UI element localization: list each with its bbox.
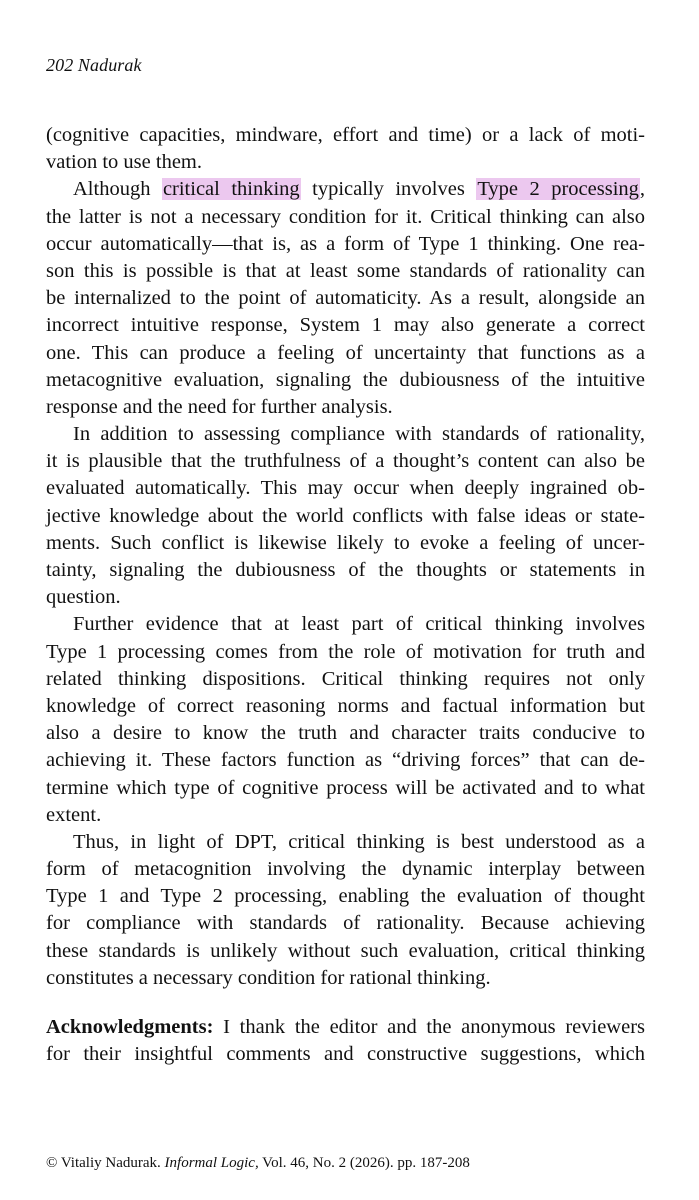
text-line: constitutes a necessary condition for rational thinking. <box>46 966 491 989</box>
text-line: jective knowledge about the world conflicts with false ideas or state- <box>46 504 645 527</box>
text-line: the latter is not a necessary condition for it. Critical thinking can also <box>46 205 645 228</box>
acknowledgments-line: for their insightful comments and constructive suggestions, which <box>46 1043 645 1066</box>
text-line: In addition to assessing compliance with standards of rationality, <box>73 423 645 446</box>
text-line: these standards is unlikely without such evaluation, critical thinking <box>46 939 645 962</box>
main-text <box>46 122 645 1068</box>
text-line: Type 1 processing comes from the role of motivation for truth and <box>46 640 645 663</box>
text-line: tainty, signaling the dubiousness of the thoughts or statements in <box>46 559 645 581</box>
text-line: achieving it. These factors function as “driving forces” that can de- <box>46 749 645 772</box>
copyright-footer: © Vitaliy Nadurak. Informal Logic, Vol. 46, No. 2 (2026). pp. 187-208 <box>46 1155 470 1171</box>
journal-title: Informal Logic, <box>164 1155 259 1171</box>
text-line: termine which type of cognitive process will be activated and to what <box>46 776 645 799</box>
text-line: knowledge of correct reasoning norms and factual information but <box>46 694 645 717</box>
text-line: response and the need for further analysis. <box>46 395 393 418</box>
text-line: metacognitive evaluation, signaling the dubiousness of the intuitive <box>46 368 645 391</box>
text-line: extent. <box>46 803 102 826</box>
text-line: one. This can produce a feeling of uncertainty that functions as a <box>46 341 645 364</box>
text-line: it is plausible that the truthfulness of a thought’s content can also be <box>46 450 645 473</box>
text-line: vation to use them. <box>46 151 203 174</box>
text-line: be internalized to the point of automaticity. As a result, alongside an <box>46 287 645 310</box>
text-line: Further evidence that at least part of critical thinking involves <box>73 613 645 636</box>
text-line: Although critical thinking typically involves Type 2 processing, <box>73 178 646 201</box>
text-line: (cognitive capacities, mindware, effort and time) or a lack of moti- <box>46 124 645 146</box>
text-line: also a desire to know the truth and character traits conducive to <box>46 722 645 745</box>
text-line: for compliance with standards of rationality. Because achieving <box>46 912 645 935</box>
running-head: 202 Nadurak <box>46 55 142 75</box>
text-line: incorrect intuitive response, System 1 may also generate a correct <box>46 314 645 337</box>
text-line: question. <box>46 586 121 609</box>
acknowledgments-heading: Acknowledgments: <box>46 1016 214 1038</box>
text-line: related thinking dispositions. Critical thinking requires not only <box>46 667 645 690</box>
text-line: evaluated automatically. This may occur when deeply ingrained ob- <box>46 477 645 500</box>
text-line: occur automatically—that is, as a form of Type 1 thinking. One rea- <box>46 232 645 255</box>
text-line: Type 1 and Type 2 processing, enabling the evaluation of thought <box>46 885 645 908</box>
section-gap <box>46 992 645 1014</box>
acknowledgments-line: Acknowledgments: I thank the editor and the anonymous reviewers <box>46 1016 645 1038</box>
highlight-type-2-processing[interactable]: Type 2 processing <box>477 178 639 201</box>
text-line: ments. Such conflict is likewise likely to evoke a feeling of uncer- <box>46 531 645 554</box>
text-line: son this is possible is that at least some standards of rationality can <box>46 259 645 282</box>
text-line: form of metacognition involving the dynamic interplay between <box>46 858 645 881</box>
highlight-critical-thinking[interactable]: critical thinking <box>162 178 300 201</box>
text-line: Thus, in light of DPT, critical thinking is best understood as a <box>73 830 645 853</box>
